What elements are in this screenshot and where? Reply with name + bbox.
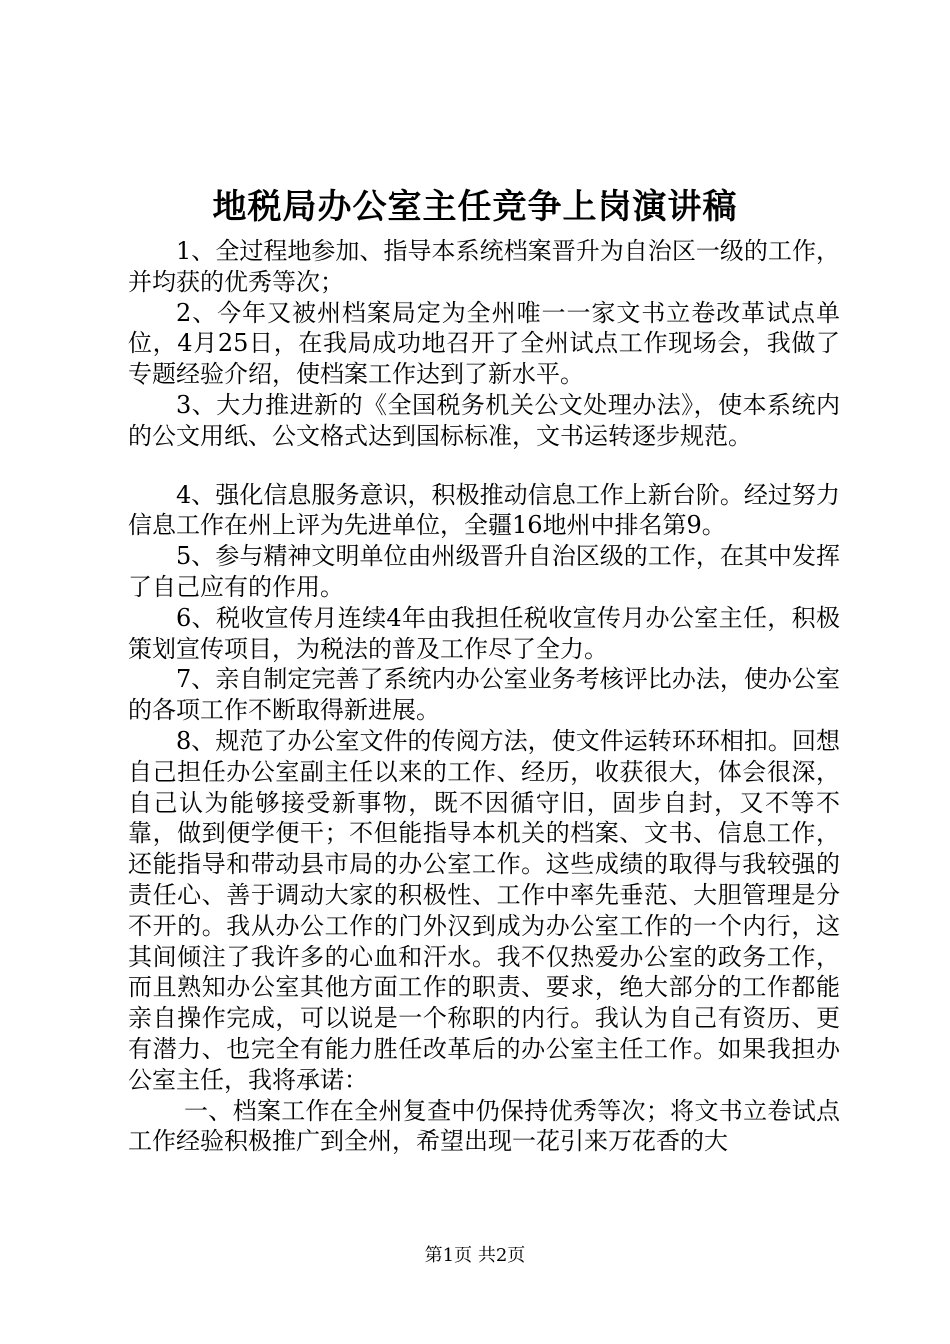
paragraph-1: 1、全过程地参加、指导本系统档案晋升为自治区一级的工作，并均获的优秀等次； (128, 237, 840, 296)
paragraph-8: 8、规范了办公室文件的传阅方法，使文件运转环环相扣。回想自己担任办公室副主任以来的工作、经历，收获很大，体会很深，自己认为能够接受新事物，既不因循守旧，固步自封，又不等不靠，做到便学便干；不但能指导本机关的档案、文书、信息工作，还能指导和带动县市局的办公室工作。这些成绩的取得与我较强的责任心、善于调动大家的积极性、工作中率先垂范、大胆管理是分不开的。我从办公工作的门外汉到成为办公室工作的一个内行，这其间倾注了我许多的心血和汗水。我不仅热爱办公室的政务工作，而且熟知办公室其他方面工作的职责、要求，绝大部分的工作都能亲自操作完成，可以说是一个称职的内行。我认为自己有资历、更有潜力、也完全有能力胜任改革后的办公室主任工作。如果我担办公室主任，我将承诺： (128, 726, 840, 1094)
paragraph-6: 6、税收宣传月连续4年由我担任税收宣传月办公室主任，积极策划宣传项目，为税法的普及工作尽了全力。 (128, 603, 840, 663)
document-title: 地税局办公室主任竞争上岗演讲稿 (212, 187, 738, 227)
document-body (128, 236, 840, 1157)
page-footer: 第1页 共2页 (424, 1245, 526, 1266)
paragraph-3: 3、大力推进新的《全国税务机关公文处理办法》，使本系统内的公文用纸、公文格式达到国标标准，文书运转逐步规范。 (128, 390, 840, 450)
paragraph-2: 2、今年又被州档案局定为全州唯一一家文书立卷改革试点单位，4月25日，在我局成功地召开了全州试点工作现场会，我做了专题经验介绍，使档案工作达到了新水平。 (128, 298, 840, 389)
paragraph-7: 7、亲自制定完善了系统内办公室业务考核评比办法，使办公室的各项工作不断取得新进展。 (128, 665, 840, 725)
paragraph-4: 4、强化信息服务意识，积极推动信息工作上新台阶。经过努力信息工作在州上评为先进单位，全疆16地州中排名第9。 (128, 480, 840, 540)
paragraph-9: 一、档案工作在全州复查中仍保持优秀等次；将文书立卷试点工作经验积极推广到全州，希望出现一花引来万花香的大 (128, 1096, 840, 1156)
paragraph-5: 5、参与精神文明单位由州级晋升自治区级的工作，在其中发挥了自己应有的作用。 (128, 542, 840, 601)
